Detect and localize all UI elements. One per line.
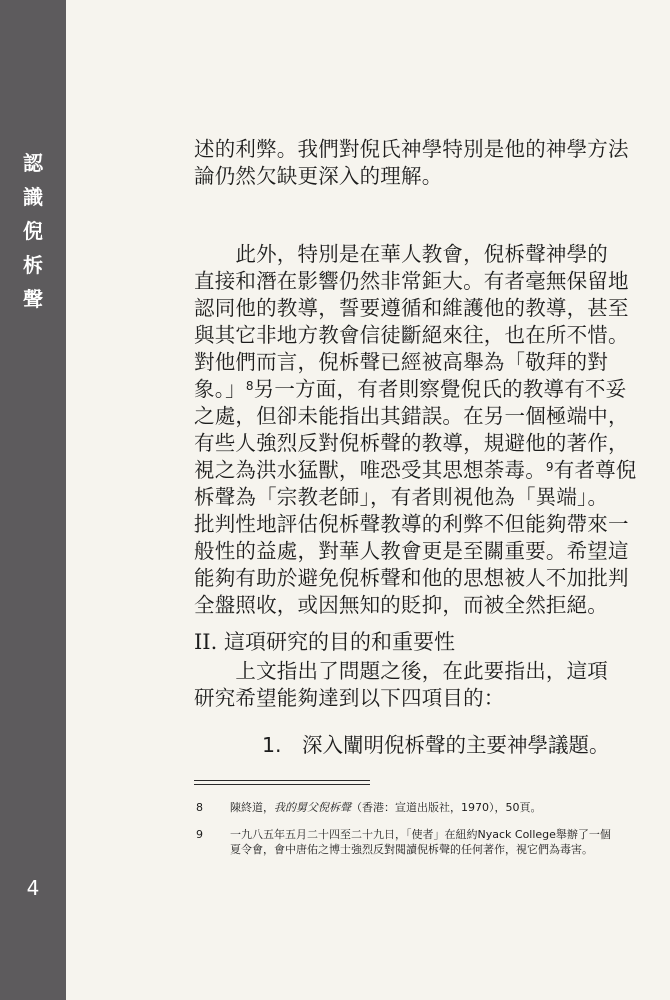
text-line: 有些人強烈反對倪柝聲的教導，規避他的著作，: [194, 431, 629, 455]
spine-title-char: 倪: [23, 219, 43, 243]
spine-title-char: 聲: [23, 287, 43, 311]
text-line: 柝聲為「宗教老師」，有者則視他為「異端」。: [194, 485, 609, 509]
footnote-number: 9: [196, 828, 203, 841]
text-line: 與其它非地方教會信徒斷絕來往，也在所不惜。: [194, 323, 629, 347]
footnote-divider: [194, 780, 370, 781]
spine-book-title: [0, 146, 66, 316]
footnote-ref-8[interactable]: 8: [245, 379, 254, 393]
paragraph-2: [194, 241, 637, 619]
footnote-number: 8: [196, 801, 203, 814]
text-line: 象。」$^8$另一方面，有者則察覺倪氏的教導有不妥: [194, 377, 627, 401]
spine-title-char: 認: [23, 151, 43, 175]
list-item-1: 1. 深入闡明倪柝聲的主要神學議題。: [262, 733, 610, 757]
footnotes: [196, 800, 616, 869]
paragraph-1: [194, 136, 629, 190]
text-line: 般性的益處，對華人教會更是至關重要。希望這: [194, 539, 629, 563]
spine-sidebar: [0, 0, 66, 1000]
text-line: 直接和潛在影響仍然非常鉅大。有者毫無保留地: [194, 269, 629, 293]
text-line: 研究希望能夠達到以下四項目的：: [194, 686, 505, 710]
section-title: 這項研究的目的和重要性: [223, 630, 455, 654]
footnote-text: （香港：宣道出版社，1970），50頁。: [351, 801, 542, 814]
text-line: 之處，但卻未能指出其錯誤。在另一個極端中，: [194, 404, 629, 428]
text-line: 視之為洪水猛獸，唯恐受其思想荼毒。$^9$有者尊倪: [194, 458, 637, 482]
text-line: 述的利弊。我們對倪氏神學特別是他的神學方法: [194, 137, 629, 161]
footnote-text: 一九八五年五月二十四至二十九日，「使者」在紐約Nyack College舉辦了一個夏令會，會中唐佑之博士強烈反對閱讀倪柝聲的任何著作，視它們為毒害。: [230, 828, 611, 856]
footnote-book-title: 我的舅父倪柝聲: [274, 801, 351, 814]
footnote-9: [196, 827, 616, 857]
footnote-ref-9[interactable]: 9: [545, 460, 554, 474]
footnote-text: 陳終道，: [230, 801, 274, 814]
text-line: 批判性地評估倪柝聲教導的利弊不但能夠帶來一: [194, 512, 629, 536]
section-number: II.: [194, 630, 218, 654]
paragraph-3: [194, 658, 608, 712]
footnote-divider: [194, 784, 370, 785]
footnote-8: [196, 800, 616, 815]
text-line: 全盤照收，或因無知的貶抑，而被全然拒絕。: [194, 593, 608, 617]
text-line: 此外，特別是在華人教會，倪柝聲神學的: [194, 242, 608, 266]
text-line: 論仍然欠缺更深入的理解。: [194, 164, 443, 188]
text-line: 上文指出了問題之後，在此要指出，這項: [194, 659, 608, 683]
page-number: 4: [26, 876, 40, 900]
spine-title-char: 柝: [23, 253, 43, 277]
text-line: 認同他的教導，誓要遵循和維護他的教導，甚至: [194, 296, 629, 320]
text-line: 能夠有助於避免倪柝聲和他的思想被人不加批判: [194, 566, 629, 590]
text-line: 對他們而言，倪柝聲已經被高舉為「敬拜的對: [194, 350, 608, 374]
section-heading: [194, 626, 455, 656]
spine-title-char: 識: [23, 185, 43, 209]
